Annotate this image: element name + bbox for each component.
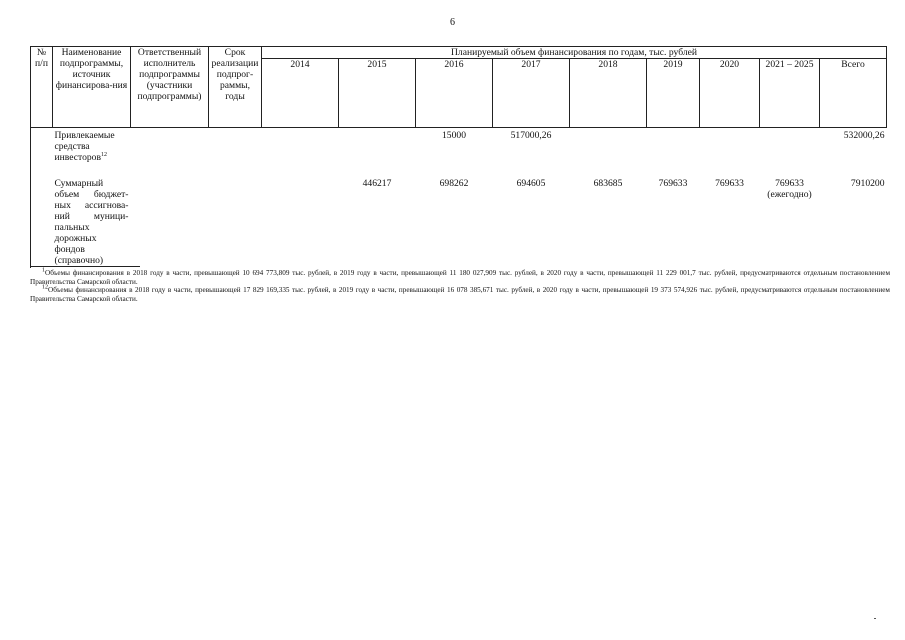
- table-cell: 15000: [442, 130, 466, 141]
- footnotes: [30, 269, 890, 303]
- table-cell: [760, 128, 820, 179]
- header-year: 2019: [647, 59, 700, 128]
- footnote: [30, 269, 890, 286]
- table-row: [31, 128, 887, 179]
- table-cell: [760, 178, 820, 268]
- header-total: Всего: [820, 59, 887, 128]
- header-period: Срок реализации подпрог-раммы, годы: [209, 47, 262, 128]
- footnote-mark: 12: [42, 284, 48, 291]
- footnote-mark: 12: [100, 151, 107, 158]
- table-cell: 683685: [593, 178, 623, 189]
- row-name: Суммарный объем бюджет-ных ассигнова-ний муници-пальных дорожных фондов (справочно): [54, 178, 129, 266]
- table-cell: 517000,26: [510, 130, 552, 141]
- header-year: 2018: [570, 59, 647, 128]
- table-cell: [262, 178, 339, 268]
- header-year: 2015: [339, 59, 416, 128]
- cell-note: (ежегодно): [767, 189, 812, 200]
- table-cell: 698262: [439, 178, 469, 189]
- header-executor: Ответственный исполнитель подпрограммы (участники подпрограммы): [131, 47, 209, 128]
- header-year: 2016: [416, 59, 493, 128]
- footnote-text: Объемы финансирования в 2018 году в части, превышающей 10 694 773,809 тыс. рублей, в 2019 году в части, превышающей 11 180 027,909 тыс. рублей, в 2020 году в части, превышающей 11 229 001,7 тыс. рублей, предусматриваются отдельным постановлением Правительства Самарской области.: [30, 269, 890, 286]
- table-cell: [647, 128, 700, 179]
- footnote-separator: [30, 266, 140, 267]
- header-year: 2020: [700, 59, 760, 128]
- table-cell: [570, 128, 647, 179]
- table-cell-total: 532000,26: [843, 130, 885, 141]
- table-cell: [339, 128, 416, 179]
- table-cell: [700, 128, 760, 179]
- table-cell: 769633: [658, 178, 688, 189]
- header-plan-title: Планируемый объем финансирования по годам, тыс. рублей: [262, 47, 887, 59]
- footnote-mark: 1: [42, 267, 45, 274]
- scan-speck: [874, 618, 876, 619]
- table-cell: [262, 128, 339, 179]
- header-year: 2014: [262, 59, 339, 128]
- table-row: [31, 178, 887, 268]
- table-cell: 446217: [362, 178, 392, 189]
- header-year: 2017: [493, 59, 570, 128]
- table-cell: 769633: [715, 178, 744, 189]
- table-cell-total: 7910200: [850, 178, 885, 189]
- table-cell: 694605: [516, 178, 546, 189]
- header-year: 2021 – 2025: [760, 59, 820, 128]
- cell-value: 769633: [775, 178, 804, 189]
- page-number: 6: [450, 17, 455, 28]
- header-name: Наименование подпрограммы, источник финансирова-ния: [53, 47, 131, 128]
- footnote: [30, 286, 890, 303]
- financing-table: [30, 46, 887, 268]
- header-num: № п/п: [31, 47, 53, 128]
- footnote-text: Объемы финансирования в 2018 году в части, превышающей 17 829 169,335 тыс. рублей, в 2019 году в части, превышающей 16 078 385,671 тыс. рублей, в 2020 году в части, превышающей 19 373 574,926 тыс. рублей, предусматриваются отдельным постановлением Правительства Самарской области.: [30, 286, 890, 303]
- row-name: Привлекаемые средства инвесторов$^{12}$: [54, 130, 115, 163]
